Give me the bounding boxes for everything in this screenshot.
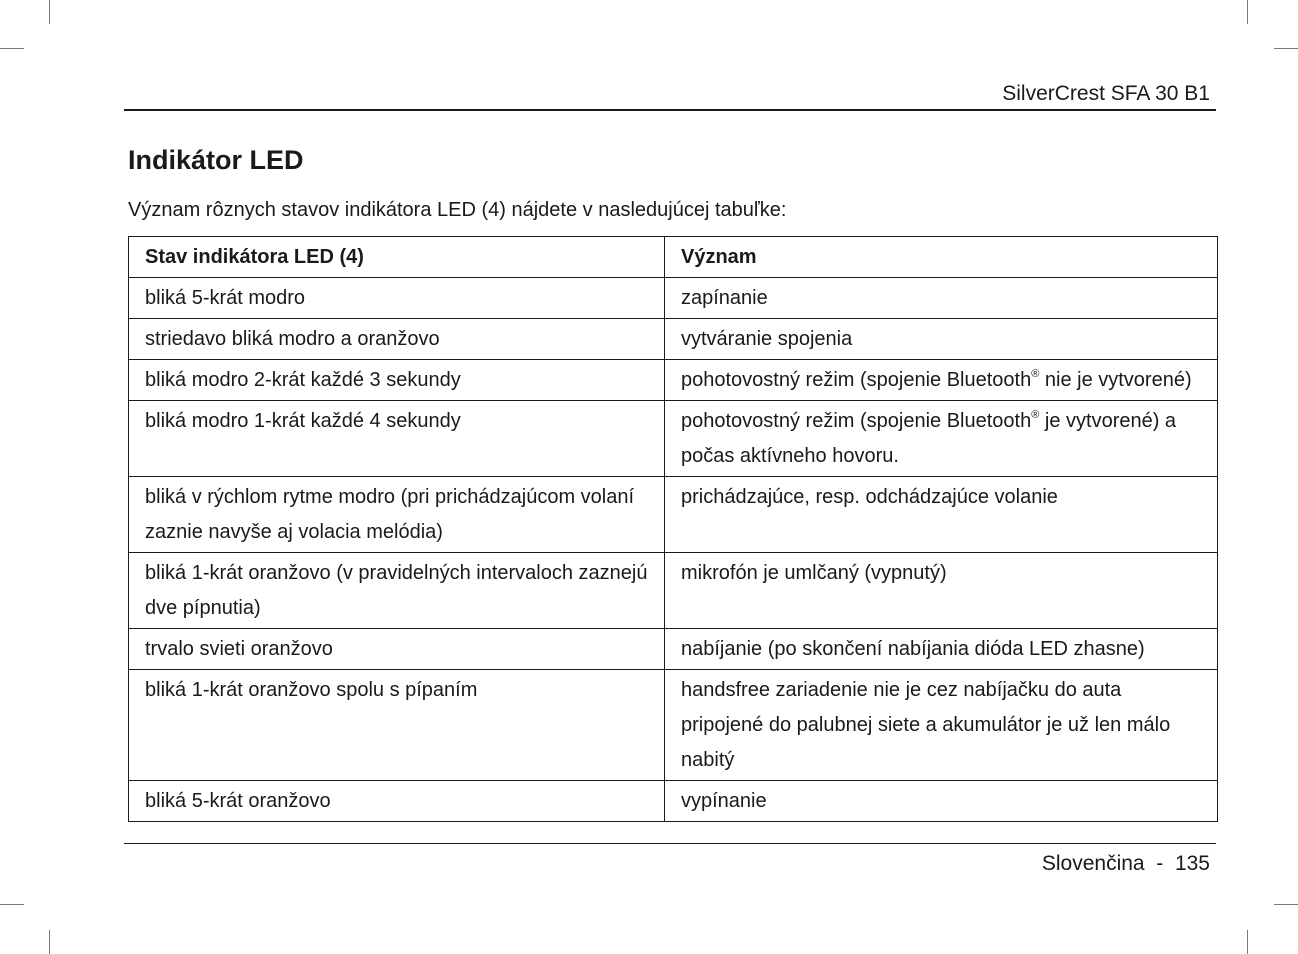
crop-mark (1274, 904, 1298, 905)
cell-state: bliká modro 2-krát každé 3 sekundy (129, 360, 665, 401)
column-header-meaning: Význam (665, 237, 1218, 278)
cell-state: bliká modro 1-krát každé 4 sekundy (129, 401, 665, 477)
table-row (129, 360, 1218, 401)
crop-mark (0, 48, 24, 49)
table-row (129, 319, 1218, 360)
crop-mark (0, 904, 24, 905)
crop-mark (1274, 48, 1298, 49)
page-header-product: SilverCrest SFA 30 B1 (1002, 82, 1210, 105)
registered-mark: ® (1031, 368, 1040, 380)
meaning-text: je vytvorené) a počas aktívneho hovoru. (681, 410, 1177, 467)
cell-state: bliká v rýchlom rytme modro (pri prichádzajúcom volaní zaznie navyše aj volacia melódia) (129, 477, 665, 553)
table-row (129, 477, 1218, 553)
header-rule (124, 109, 1216, 111)
crop-mark (1247, 930, 1248, 954)
cell-meaning (665, 360, 1218, 401)
crop-mark (49, 0, 50, 24)
cell-state: bliká 1-krát oranžovo spolu s pípaním (129, 670, 665, 781)
cell-meaning: zapínanie (665, 278, 1218, 319)
crop-mark (49, 930, 50, 954)
cell-meaning: vypínanie (665, 781, 1218, 822)
table-row (129, 781, 1218, 822)
cell-meaning (665, 401, 1218, 477)
column-header-state: Stav indikátora LED (4) (129, 237, 665, 278)
cell-state: trvalo svieti oranžovo (129, 629, 665, 670)
footer-separator: - (1156, 852, 1164, 875)
cell-state: bliká 1-krát oranžovo (v pravidelných intervaloch zaznejú dve pípnutia) (129, 553, 665, 629)
crop-mark (1247, 0, 1248, 24)
meaning-text: pohotovostný režim (spojenie Bluetooth (681, 369, 1032, 391)
cell-meaning: mikrofón je umlčaný (vypnutý) (665, 553, 1218, 629)
table-row (129, 629, 1218, 670)
cell-meaning: handsfree zariadenie nie je cez nabíjačku do auta pripojené do palubnej siete a akumulátor je už len málo nabitý (665, 670, 1218, 781)
meaning-text: nie je vytvorené) (1039, 369, 1192, 391)
cell-meaning: prichádzajúce, resp. odchádzajúce volanie (665, 477, 1218, 553)
footer-language: Slovenčina (1041, 852, 1145, 875)
meaning-text: pohotovostný režim (spojenie Bluetooth (681, 410, 1032, 432)
registered-mark: ® (1031, 409, 1040, 421)
cell-state: bliká 5-krát oranžovo (129, 781, 665, 822)
cell-meaning: nabíjanie (po skončení nabíjania dióda LED zhasne) (665, 629, 1218, 670)
led-status-table (128, 236, 1218, 822)
table-row (129, 670, 1218, 781)
table-row (129, 553, 1218, 629)
section-intro: Význam rôznych stavov indikátora LED (4) nájdete v nasledujúcej tabuľke: (128, 199, 787, 221)
section-title: Indikátor LED (128, 145, 304, 175)
table-row (129, 401, 1218, 477)
table-row (129, 278, 1218, 319)
page-footer (1042, 851, 1210, 877)
table-header-row (129, 237, 1218, 278)
page-number: 135 (1174, 852, 1210, 875)
footer-rule (124, 843, 1216, 844)
cell-state: striedavo bliká modro a oranžovo (129, 319, 665, 360)
cell-state: bliká 5-krát modro (129, 278, 665, 319)
cell-meaning: vytváranie spojenia (665, 319, 1218, 360)
